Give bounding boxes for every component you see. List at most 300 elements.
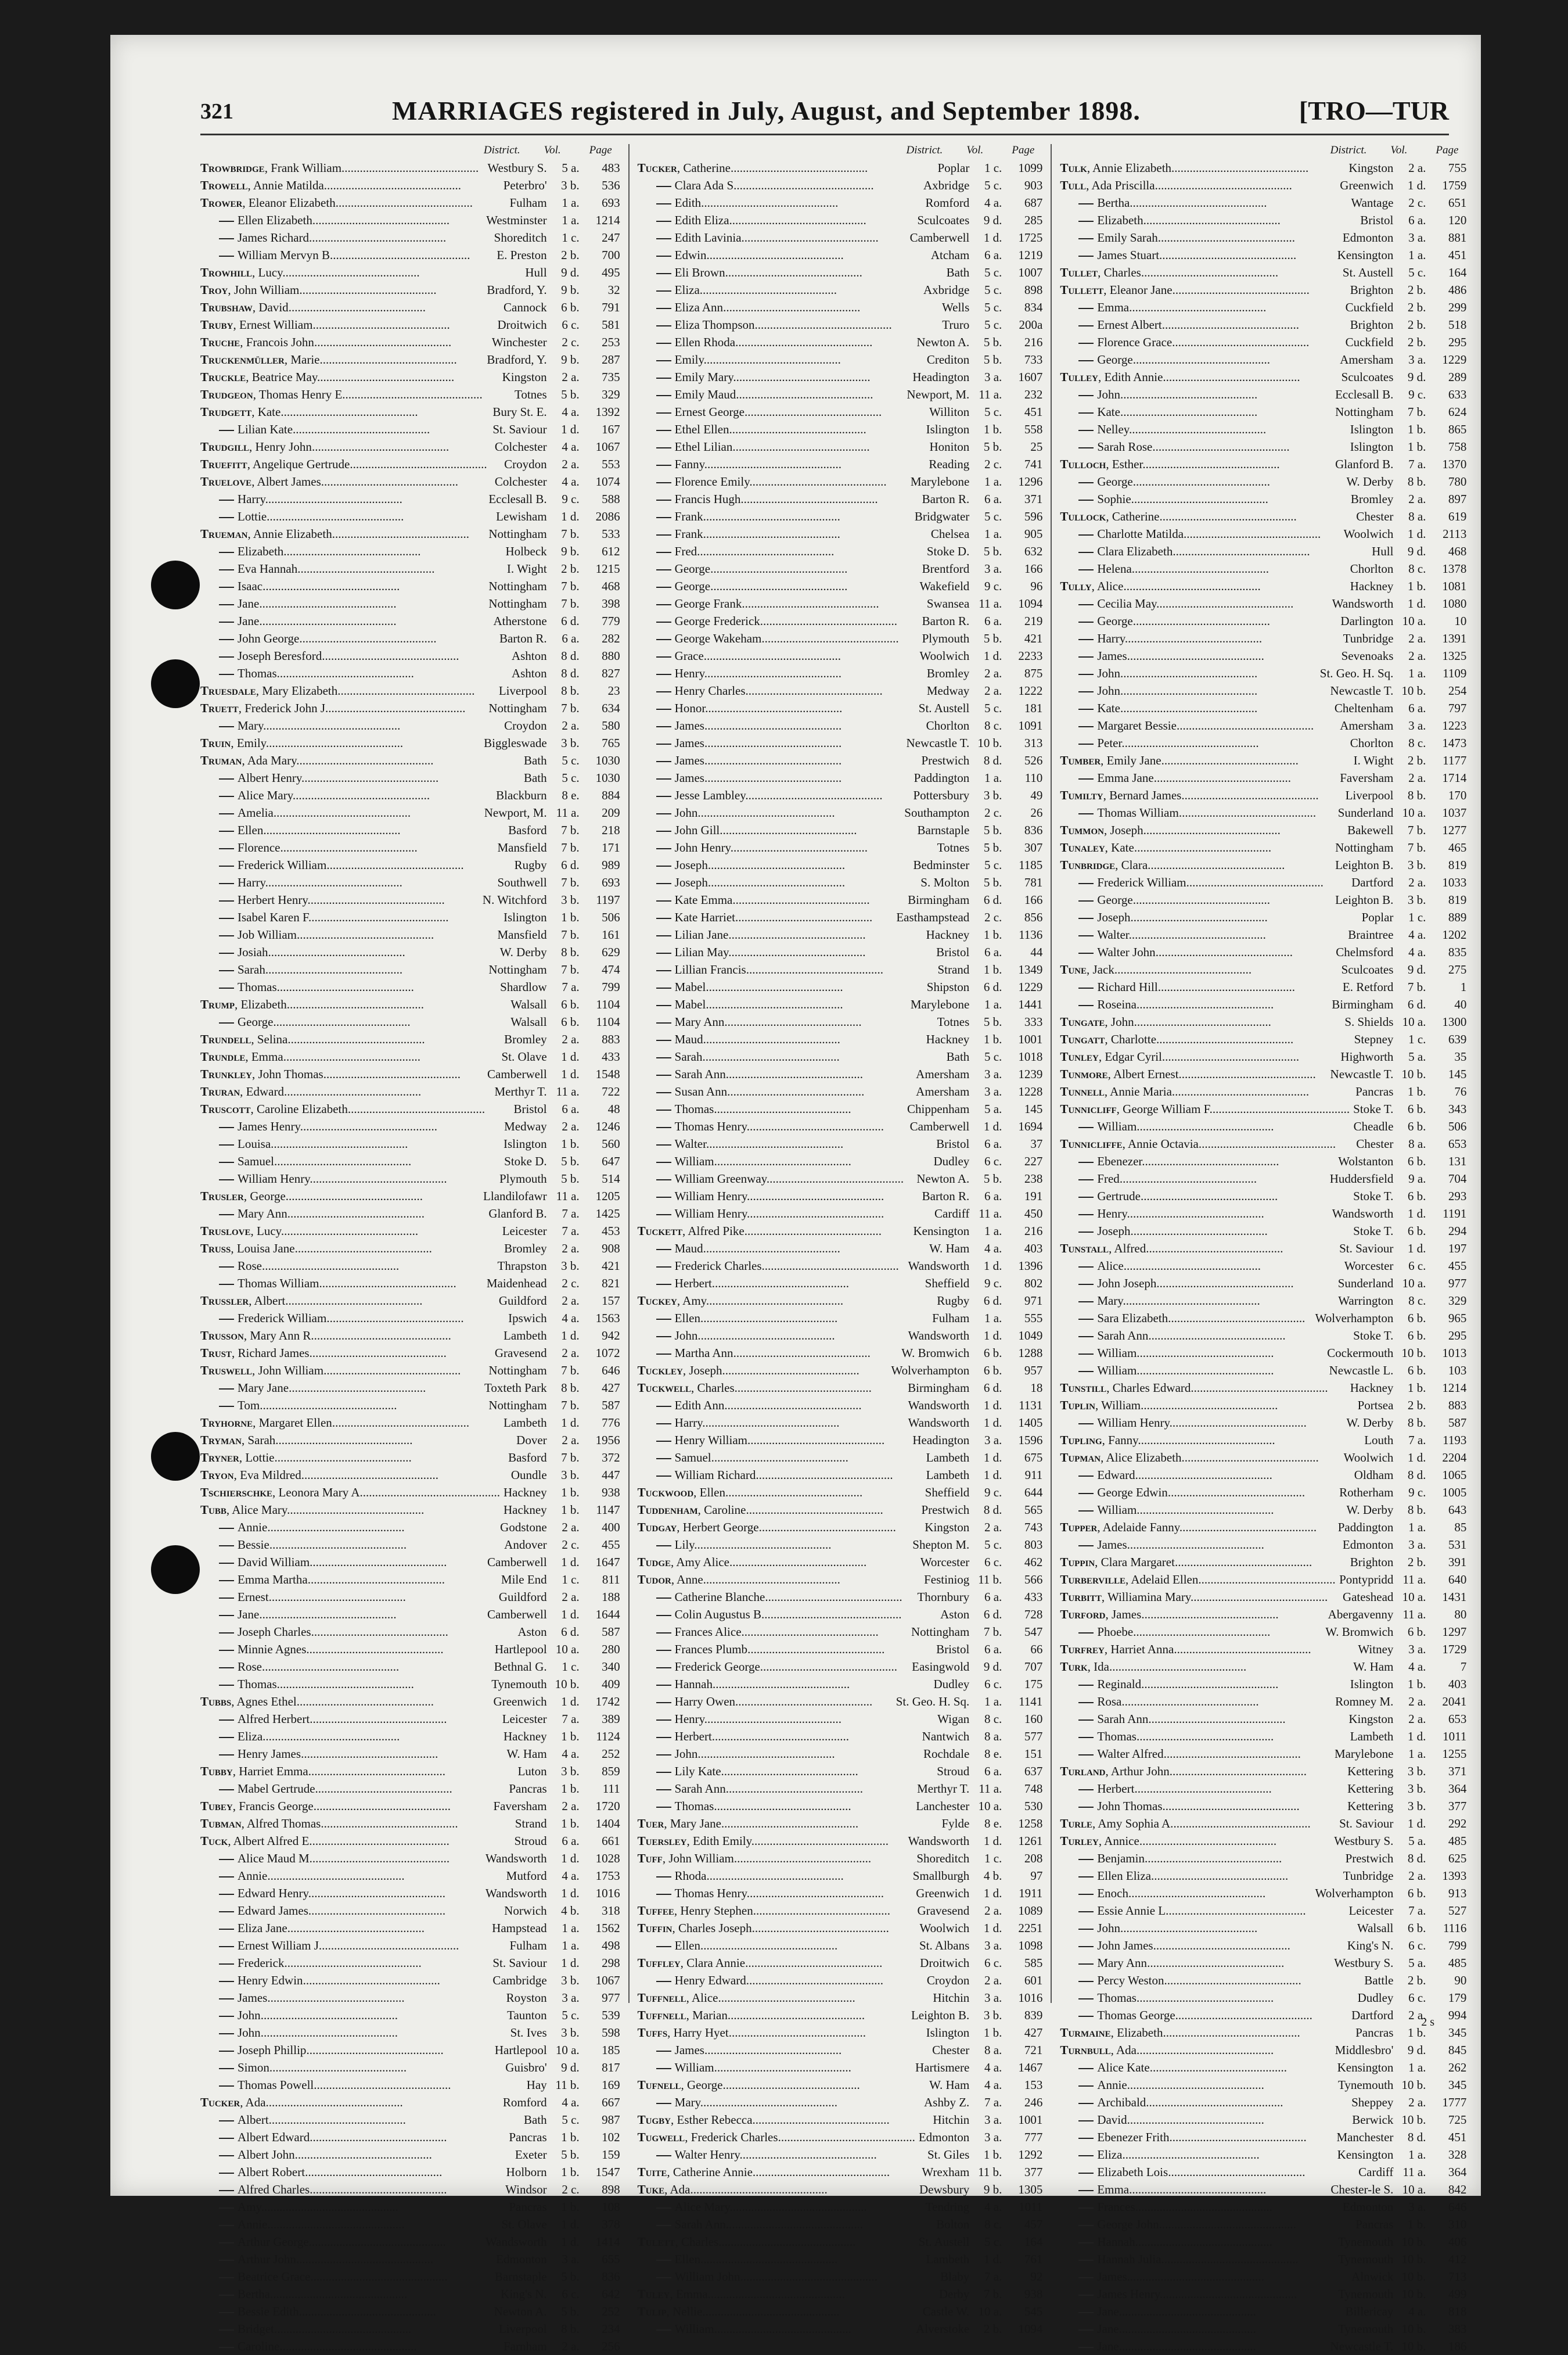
entry-district: Warrington bbox=[1338, 1294, 1394, 1308]
register-entry bbox=[638, 2285, 1043, 2303]
entry-name: Truman, Ada Mary............................................. bbox=[200, 753, 434, 767]
entry-volume: 3 b. bbox=[561, 1468, 580, 1482]
entry-page: 328 bbox=[1448, 2148, 1467, 2162]
entry-name: Ernest George............................................. bbox=[638, 403, 926, 421]
entry-surname: Tulk bbox=[1060, 161, 1087, 175]
register-entry bbox=[638, 1431, 1043, 1449]
entry-page: 451 bbox=[1448, 248, 1467, 262]
entry-page: 989 bbox=[602, 858, 620, 872]
entry-district: Chorlton bbox=[926, 719, 970, 733]
entry-district: St. Austell bbox=[918, 701, 970, 715]
entry-name: Thomas Henry............................................. bbox=[638, 1884, 913, 1902]
register-entry bbox=[200, 177, 620, 194]
entry-name: John James............................................. bbox=[1060, 1937, 1343, 1954]
entry-page: 818 bbox=[1448, 2304, 1467, 2318]
entry-district: Edmonton bbox=[918, 2130, 970, 2144]
entry-name: Bertha............................................. bbox=[200, 2285, 497, 2303]
register-entry bbox=[638, 299, 1043, 316]
entry-name: Eliza............................................. bbox=[638, 281, 920, 299]
register-entry bbox=[1060, 333, 1466, 351]
entry-page: 232 bbox=[1024, 387, 1043, 401]
entry-page: 468 bbox=[602, 579, 620, 593]
entry-page: 372 bbox=[602, 1451, 620, 1464]
entry-name: Lilian May............................................. bbox=[638, 943, 933, 961]
entry-district: Gravesend bbox=[917, 1904, 970, 1918]
entry-name: Ernest Albert............................................. bbox=[1060, 316, 1346, 333]
entry-surname: Tuff bbox=[637, 1851, 663, 1865]
entry-name: Albert Robert............................................. bbox=[200, 2163, 503, 2181]
entry-volume: 8 c. bbox=[1408, 1294, 1426, 1308]
register-entry bbox=[200, 229, 620, 246]
entry-page: 883 bbox=[1448, 1398, 1467, 1412]
ditto-dash bbox=[1078, 1423, 1094, 1424]
register-entry bbox=[200, 2198, 620, 2216]
register-entry bbox=[1060, 769, 1466, 787]
entry-page: 721 bbox=[1024, 2043, 1043, 2057]
entry-volume: 5 b. bbox=[983, 823, 1002, 837]
entry-district: King's N. bbox=[1347, 1938, 1394, 1952]
register-entry bbox=[638, 909, 1043, 926]
register-entry bbox=[638, 177, 1043, 194]
entry-page: 227 bbox=[1024, 1154, 1043, 1168]
entry-volume: 1 b. bbox=[1407, 2026, 1426, 2040]
entry-volume: 2 b. bbox=[1407, 335, 1426, 349]
entry-name: Colin Augustus B.............................................. bbox=[638, 1606, 937, 1623]
entry-page: 1109 bbox=[1443, 666, 1467, 680]
entry-page: 1191 bbox=[1443, 1207, 1467, 1220]
ditto-dash bbox=[656, 1057, 671, 1058]
entry-page: 908 bbox=[602, 1241, 620, 1255]
entry-page: 185 bbox=[602, 2043, 620, 2057]
entry-district: Ashton bbox=[511, 666, 547, 680]
entry-name: Edward............................................. bbox=[1060, 1466, 1350, 1484]
ditto-dash bbox=[656, 1110, 671, 1111]
entry-volume: 1 b. bbox=[1407, 440, 1426, 454]
register-entry bbox=[638, 2059, 1043, 2076]
entry-page: 748 bbox=[1024, 1782, 1043, 1796]
entry-district: Gravesend bbox=[494, 1346, 547, 1360]
entry-district: Tendring bbox=[925, 2200, 970, 2214]
entry-page: 558 bbox=[1024, 422, 1043, 436]
entry-volume: 10 b. bbox=[1401, 1067, 1426, 1081]
entry-page: 131 bbox=[1448, 1154, 1467, 1168]
entry-district: Edmonton bbox=[496, 2252, 547, 2266]
entry-district: Chorlton bbox=[1350, 736, 1394, 750]
entry-volume: 10 a. bbox=[1402, 2182, 1426, 2196]
register-entry bbox=[638, 717, 1043, 734]
entry-volume: 4 a. bbox=[1408, 2304, 1426, 2318]
ditto-dash bbox=[656, 866, 671, 867]
entry-page: 120 bbox=[1448, 213, 1467, 227]
entry-surname: Truss bbox=[200, 1241, 231, 1255]
entry-volume: 8 e. bbox=[562, 788, 580, 802]
entry-district: Woolwich bbox=[919, 649, 970, 663]
ditto-dash bbox=[1078, 1737, 1094, 1738]
entry-page: 799 bbox=[602, 980, 620, 994]
entry-volume: 5 b. bbox=[561, 2304, 580, 2318]
entry-surname: Tunnicliff bbox=[1060, 1102, 1117, 1116]
entry-page: 427 bbox=[602, 1381, 620, 1395]
ditto-dash bbox=[656, 1737, 671, 1738]
ditto-dash bbox=[219, 813, 234, 814]
entry-volume: 6 d. bbox=[561, 858, 580, 872]
register-entry bbox=[1060, 1832, 1466, 1850]
entry-volume: 6 d. bbox=[983, 893, 1002, 907]
entry-name: George............................................. bbox=[638, 560, 919, 577]
entry-volume: 1 d. bbox=[983, 649, 1002, 663]
ditto-dash bbox=[219, 900, 234, 902]
register-entry bbox=[638, 926, 1043, 943]
entry-district: Newport, M. bbox=[907, 387, 970, 401]
register-entry bbox=[200, 717, 620, 734]
entry-volume: 6 b. bbox=[983, 1346, 1002, 1360]
entry-district: Derby bbox=[938, 2287, 970, 2301]
ditto-dash bbox=[1078, 1702, 1094, 1703]
entry-district: Easthampstead bbox=[896, 910, 970, 924]
entry-district: Newcastle T. bbox=[1330, 2339, 1394, 2353]
ditto-dash bbox=[656, 500, 671, 501]
ditto-dash bbox=[219, 552, 234, 553]
entry-volume: 7 b. bbox=[561, 1363, 580, 1377]
entry-name: Truckle, Beatrice May............................................. bbox=[200, 370, 455, 384]
entry-district: Paddington bbox=[1337, 1520, 1394, 1534]
ditto-dash bbox=[656, 1022, 671, 1024]
entry-district: Nottingham bbox=[488, 963, 547, 977]
register-entry bbox=[638, 1414, 1043, 1431]
ditto-dash bbox=[656, 447, 671, 448]
register-entry bbox=[200, 1675, 620, 1693]
entry-volume: 1 b. bbox=[561, 1782, 580, 1796]
register-entry bbox=[200, 577, 620, 595]
entry-volume: 3 b. bbox=[1407, 1782, 1426, 1796]
entry-volume: 2 c. bbox=[562, 1538, 580, 1552]
entry-volume: 3 a. bbox=[984, 1085, 1002, 1098]
register-entry bbox=[200, 1640, 620, 1658]
entry-page: 66 bbox=[1030, 1642, 1043, 1656]
entry-district: Witney bbox=[1358, 1642, 1394, 1656]
entry-district: Truro bbox=[942, 318, 970, 332]
entry-surname: Tubb bbox=[200, 1503, 226, 1517]
entry-page: 153 bbox=[1024, 2078, 1043, 2092]
entry-volume: 9 d. bbox=[1407, 963, 1426, 977]
entry-volume: 9 d. bbox=[1407, 370, 1426, 384]
entry-volume: 8 b. bbox=[561, 1381, 580, 1395]
entry-district: Kingston bbox=[1348, 1712, 1394, 1726]
register-entry bbox=[200, 1362, 620, 1379]
ditto-dash bbox=[1078, 2155, 1094, 2156]
entry-volume: 1 d. bbox=[561, 1050, 580, 1064]
entry-name: William Henry............................................. bbox=[1060, 1414, 1343, 1431]
ditto-dash bbox=[219, 517, 234, 518]
entry-name: Tulett, Charles............................................. bbox=[637, 2235, 856, 2249]
entry-volume: 2 c. bbox=[984, 457, 1002, 471]
entry-name: Tunaley, Kate............................................. bbox=[1060, 841, 1272, 855]
entry-name: Eliza............................................. bbox=[200, 1728, 500, 1745]
entry-page: 159 bbox=[602, 2148, 620, 2162]
ditto-dash bbox=[219, 883, 234, 884]
entry-volume: 4 a. bbox=[562, 2095, 580, 2109]
entry-page: 1202 bbox=[1442, 928, 1467, 942]
entry-district: Nottingham bbox=[1335, 841, 1394, 855]
register-entry bbox=[200, 543, 620, 560]
entry-volume: 10 b. bbox=[1401, 2235, 1426, 2249]
entry-page: 612 bbox=[602, 544, 620, 558]
entry-volume: 3 a. bbox=[984, 370, 1002, 384]
entry-volume: 2 a. bbox=[562, 370, 580, 384]
entry-page: 1349 bbox=[1018, 963, 1043, 977]
entry-volume: 10 a. bbox=[1402, 1015, 1426, 1029]
entry-page: 1644 bbox=[595, 1607, 620, 1621]
entry-page: 238 bbox=[1024, 1172, 1043, 1186]
entry-page: 1378 bbox=[1442, 562, 1467, 576]
register-entry bbox=[1060, 1013, 1466, 1031]
entry-name: Sarah............................................. bbox=[638, 1048, 943, 1065]
entry-volume: 6 a. bbox=[984, 614, 1002, 628]
entry-name: Edith Eliza............................................. bbox=[638, 211, 914, 229]
entry-name: Tupman, Alice Elizabeth............................................. bbox=[1060, 1451, 1319, 1464]
entry-page: 377 bbox=[1448, 1799, 1467, 1813]
entry-name: Tullock, Catherine............................................. bbox=[1060, 509, 1297, 523]
entry-page: 632 bbox=[1024, 544, 1043, 558]
entry-name: Minnie Agnes............................................. bbox=[200, 1640, 491, 1658]
register-entry bbox=[638, 455, 1043, 473]
entry-district: St. Ives bbox=[510, 2026, 547, 2040]
entry-name: Tucker, Catherine............................................. bbox=[637, 161, 868, 175]
entry-name: Samuel............................................. bbox=[638, 1449, 923, 1466]
entry-volume: 3 a. bbox=[984, 2130, 1002, 2144]
ditto-dash bbox=[656, 1476, 671, 1477]
entry-volume: 1 b. bbox=[1407, 1085, 1426, 1098]
entry-page: 1229 bbox=[1442, 353, 1467, 367]
entry-name: John............................................. bbox=[638, 1745, 920, 1762]
entry-page: 406 bbox=[1448, 2235, 1467, 2249]
ditto-dash bbox=[1078, 813, 1094, 814]
entry-page: 526 bbox=[1024, 753, 1043, 767]
entry-volume: 4 a. bbox=[562, 1747, 580, 1761]
entry-name: Henry............................................. bbox=[638, 665, 923, 682]
entry-district: Bethnal G. bbox=[494, 1660, 547, 1674]
entry-surname: Trunkley bbox=[200, 1067, 253, 1081]
ditto-dash bbox=[1078, 412, 1094, 414]
register-entry bbox=[200, 508, 620, 525]
register-entry bbox=[1060, 2233, 1466, 2250]
register-entry bbox=[200, 1902, 620, 1919]
entry-volume: 7 b. bbox=[1407, 980, 1426, 994]
ditto-dash bbox=[656, 1650, 671, 1651]
entry-name: Alfred Charles............................................. bbox=[200, 2181, 502, 2198]
entry-volume: 8 d. bbox=[983, 753, 1002, 767]
entry-volume: 4 a. bbox=[1408, 1660, 1426, 1674]
entry-volume: 6 d. bbox=[983, 1294, 1002, 1308]
entry-district: Bradford, Y. bbox=[487, 353, 547, 367]
entry-district: Liverpool bbox=[498, 684, 547, 698]
entry-page: 1028 bbox=[595, 1851, 620, 1865]
entry-page: 506 bbox=[1448, 1119, 1467, 1133]
register-entry bbox=[200, 2216, 620, 2233]
entry-district: Pancras bbox=[509, 2130, 547, 2144]
entry-page: 776 bbox=[602, 1416, 620, 1430]
register-entry bbox=[638, 2024, 1043, 2041]
entry-page: 728 bbox=[1024, 1607, 1043, 1621]
column-header bbox=[1060, 144, 1466, 159]
entry-name: Eva Hannah............................................. bbox=[200, 560, 504, 577]
entry-district: Battle bbox=[1364, 1973, 1394, 1987]
entry-page: 329 bbox=[1448, 1294, 1467, 1308]
ditto-dash bbox=[1078, 2103, 1094, 2104]
entry-page: 96 bbox=[1030, 579, 1043, 593]
entry-name: James............................................. bbox=[1060, 1536, 1339, 1553]
entry-volume: 2 c. bbox=[984, 806, 1002, 820]
entry-surname: Tubbs bbox=[200, 1695, 232, 1708]
entry-volume: 7 b. bbox=[983, 1625, 1002, 1639]
entry-district: Dewsbury bbox=[919, 2182, 970, 2196]
register-entry bbox=[200, 787, 620, 804]
entry-name: Tryon, Eva Mildred............................................. bbox=[200, 1468, 438, 1482]
entry-name: John George............................................. bbox=[200, 630, 496, 647]
entry-page: 642 bbox=[602, 2287, 620, 2301]
register-column bbox=[200, 144, 628, 2353]
entry-district: Sculcoates bbox=[1341, 370, 1394, 384]
entry-district: Bristol bbox=[936, 1137, 970, 1151]
ditto-dash bbox=[219, 726, 234, 727]
entry-district: Totnes bbox=[514, 387, 547, 401]
entry-name: Edith............................................. bbox=[638, 194, 922, 211]
ditto-dash bbox=[1078, 1545, 1094, 1546]
entry-name: John............................................. bbox=[200, 2024, 507, 2041]
entry-name: Tuckett, Alfred Pike............................................. bbox=[637, 1224, 882, 1238]
entry-district: Hackney bbox=[1350, 579, 1394, 593]
entry-page: 643 bbox=[1448, 1503, 1467, 1517]
entry-page: 329 bbox=[602, 387, 620, 401]
entry-district: Amersham bbox=[916, 1085, 970, 1098]
entry-name: Tschierschke, Leonora Mary A.............................................. bbox=[200, 1485, 501, 1499]
entry-volume: 3 a. bbox=[1408, 719, 1426, 733]
entry-district: Wandsworth bbox=[908, 1416, 970, 1430]
ditto-dash bbox=[656, 325, 671, 326]
entry-name: Florence............................................. bbox=[200, 839, 494, 856]
entry-district: Newcastle L. bbox=[1329, 1363, 1394, 1377]
entry-district: Kettering bbox=[1347, 1782, 1394, 1796]
entry-volume: 1 b. bbox=[983, 2148, 1002, 2162]
entry-surname: Tuffley bbox=[637, 1956, 681, 1970]
ditto-dash bbox=[219, 1650, 234, 1651]
register-entry bbox=[1060, 2250, 1466, 2268]
entry-district: Castle W. bbox=[922, 2304, 970, 2318]
entry-page: 252 bbox=[602, 2304, 620, 2318]
entry-district: Hackney bbox=[926, 928, 970, 942]
entry-page: 898 bbox=[602, 2182, 620, 2196]
entry-volume: 1 d. bbox=[1407, 178, 1426, 192]
entry-page: 965 bbox=[1448, 1311, 1467, 1325]
ditto-dash bbox=[219, 1563, 234, 1564]
register-entry bbox=[200, 943, 620, 961]
entry-name: Kate............................................. bbox=[1060, 699, 1331, 717]
ditto-dash bbox=[219, 1911, 234, 1912]
entry-page: 483 bbox=[602, 161, 620, 175]
entry-page: 1647 bbox=[595, 1555, 620, 1569]
entry-name: Truby, Ernest William............................................. bbox=[200, 318, 450, 332]
register-entry bbox=[1060, 2320, 1466, 2338]
register-entry bbox=[638, 333, 1043, 351]
entry-district: Louth bbox=[1364, 1433, 1394, 1447]
ditto-dash bbox=[219, 1284, 234, 1285]
entry-name: Tunnicliff, George William F.............................................. bbox=[1060, 1102, 1350, 1116]
register-entry bbox=[638, 229, 1043, 246]
entry-name: Alice Kate............................................. bbox=[1060, 2059, 1333, 2076]
entry-district: Colchester bbox=[494, 475, 547, 489]
entry-volume: 5 b. bbox=[983, 1172, 1002, 1186]
entry-page: 299 bbox=[1448, 300, 1467, 314]
entry-page: 371 bbox=[1024, 492, 1043, 506]
entry-volume: 10 b. bbox=[1401, 2339, 1426, 2353]
entry-district: Stepney bbox=[1354, 1032, 1394, 1046]
register-entry bbox=[638, 1937, 1043, 1954]
ditto-dash bbox=[656, 1319, 671, 1320]
entry-page: 884 bbox=[602, 788, 620, 802]
entry-surname: Tuke bbox=[637, 2182, 665, 2196]
entry-volume: 1 b. bbox=[983, 928, 1002, 942]
entry-volume: 5 b. bbox=[561, 2270, 580, 2284]
entry-volume: 9 d. bbox=[1407, 544, 1426, 558]
register-entry bbox=[1060, 1187, 1466, 1205]
entry-volume: 5 c. bbox=[984, 858, 1002, 872]
register-entry bbox=[200, 1762, 620, 1780]
entry-name: Lily Kate............................................. bbox=[638, 1762, 934, 1780]
entry-district: Medway bbox=[926, 684, 970, 698]
ditto-dash bbox=[1078, 325, 1094, 326]
entry-district: Cambridge bbox=[492, 1973, 547, 1987]
register-entry bbox=[638, 943, 1043, 961]
entry-name: Mary Ann............................................. bbox=[638, 1013, 934, 1031]
register-entry bbox=[1060, 1257, 1466, 1275]
entry-volume: 11 a. bbox=[1402, 1607, 1426, 1621]
register-entry bbox=[200, 2181, 620, 2198]
entry-surname: Tunstall bbox=[1060, 1241, 1109, 1255]
entry-page: 633 bbox=[1448, 387, 1467, 401]
entry-volume: 6 a. bbox=[562, 631, 580, 645]
entry-district: Kingston bbox=[502, 370, 547, 384]
ditto-dash bbox=[656, 1876, 671, 1877]
register-entry bbox=[638, 1553, 1043, 1571]
entry-volume: 3 a. bbox=[984, 2113, 1002, 2127]
ditto-dash bbox=[219, 2051, 234, 2052]
entry-page: 313 bbox=[1024, 736, 1043, 750]
entry-district: Shardlow bbox=[500, 980, 547, 994]
register-entry bbox=[638, 1693, 1043, 1710]
register-entry bbox=[638, 560, 1043, 577]
entry-surname: Tugby bbox=[637, 2113, 671, 2127]
entry-volume: 7 a. bbox=[1408, 457, 1426, 471]
register-entry bbox=[1060, 2059, 1466, 2076]
ditto-dash bbox=[219, 1754, 234, 1756]
entry-district: St. Austell bbox=[918, 2235, 970, 2249]
entry-name: Hannah Julia............................................. bbox=[1060, 2250, 1335, 2268]
entry-district: W. Ham bbox=[929, 1241, 970, 1255]
entry-page: 1414 bbox=[595, 2235, 620, 2249]
register-entry bbox=[638, 194, 1043, 211]
entry-volume: 7 b. bbox=[561, 597, 580, 611]
entry-name: Ebenezer............................................. bbox=[1060, 1153, 1335, 1170]
entry-page: 598 bbox=[602, 2026, 620, 2040]
entry-district: Faversham bbox=[493, 1799, 547, 1813]
entry-district: Greenwich bbox=[1340, 178, 1394, 192]
entry-name: Tuck, Albert Alfred E.............................................. bbox=[200, 1834, 449, 1848]
entry-district: St. Saviour bbox=[1339, 1241, 1394, 1255]
entry-district: Bath bbox=[523, 771, 547, 785]
entry-volume: 1 a. bbox=[984, 527, 1002, 541]
entry-volume: 7 a. bbox=[984, 2270, 1002, 2284]
ditto-dash bbox=[656, 1458, 671, 1459]
